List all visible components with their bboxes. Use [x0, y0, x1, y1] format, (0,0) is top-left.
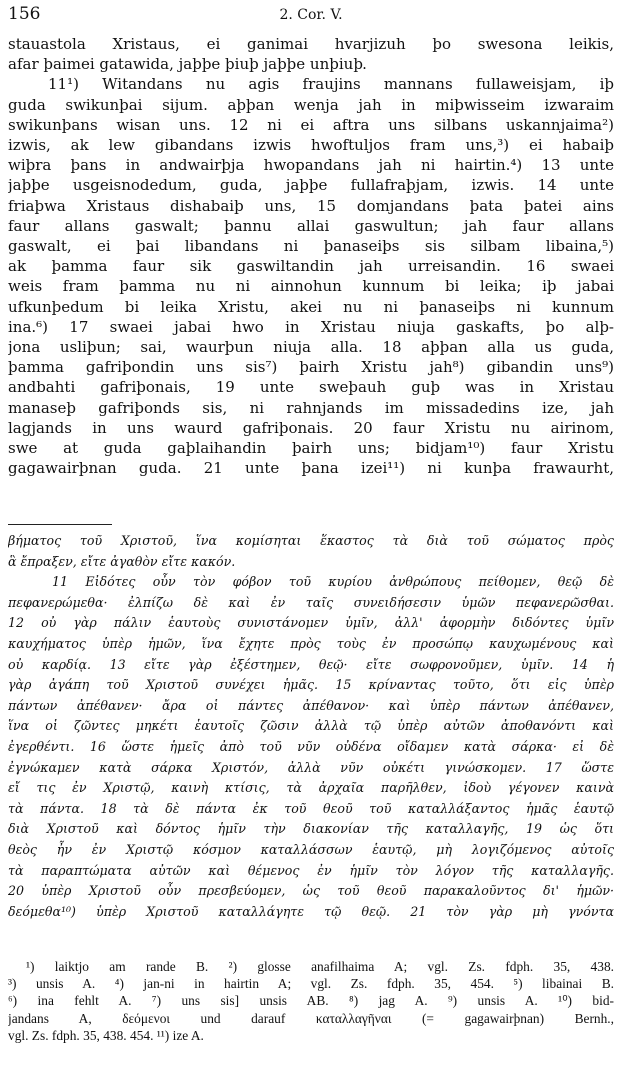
gothic-line: 11¹) Witandans nu agis fraujins mannans fullaweisjam, iþ [48, 75, 614, 94]
gothic-line: jaþþe usgeisnodedum, guda, jaþþe fullafraþjam, izwis. 14 unte [8, 176, 614, 195]
gothic-line: gagawairþnan guda. 21 unte þana izei¹¹) ni kunþa frawaurht, [8, 459, 614, 478]
section-divider [8, 524, 112, 525]
page-number: 156 [8, 4, 41, 24]
greek-line: 11 Εἰδότες οὖν τὸν φόβον τοῦ κυρίου ἀνθρώπους πείθομεν, θεῷ δὲ [52, 574, 614, 590]
gothic-line: ufkunþedum bi leika Xristu, akei nu ni þanaseiþs ni kunnum [8, 297, 614, 316]
gothic-line: gaswalt, ei þai libandans ni þanaseiþs sis silbam libaina,⁵) [8, 237, 614, 256]
gothic-line: wiþra þans in andwairþja hwopandans jah ni hairtin.⁴) 13 unte [8, 156, 614, 175]
greek-line: ἐγερθέντι. 16 ὥστε ἡμεῖς ἀπὸ τοῦ νῦν οὐδένα οἴδαμεν κατὰ σάρκα· εἰ δὲ [8, 738, 614, 754]
gothic-line: þamma gafriþondin uns sis⁷) þairh Xristu jah⁸) gibandin uns⁹) [8, 358, 614, 377]
gothic-line: manaseþ gafriþonds sis, ni rahnjands im missadedins ize, jah [8, 398, 614, 417]
greek-line: 12 οὐ γὰρ πάλιν ἑαυτοὺς συνιστάνομεν ὑμῖν, ἀλλ' ἀφορμὴν διδόντες ὑμῖν [8, 615, 614, 631]
gothic-line: izwis, ak lew gibandans izwis hwoftuljos fram uns,³) ei habaiþ [8, 136, 614, 155]
footnote-line: vgl. Zs. fdph. 35, 438. 454. ¹¹) ize A. [8, 1027, 204, 1043]
footnote-line: ⁶) ina fehlt A. ⁷) uns sis] unsis AB. ⁸) jag A. ⁹) unsis A. ¹⁰) bid- [8, 993, 614, 1009]
greek-line: διὰ Χριστοῦ καὶ δόντος ἡμῖν τὴν διακονίαν τῆς καταλλαγῆς, 19 ὡς ὅτι [8, 821, 614, 837]
gothic-line: swe at guda gaþlaihandin þairh uns; bidjam¹⁰) faur Xristu [8, 439, 614, 458]
footnotes [8, 958, 614, 1044]
greek-line: θεὸς ἦν ἐν Χριστῷ κόσμον καταλλάσσων ἑαυτῷ, μὴ λογιζόμενος αὐτοῖς [8, 841, 614, 857]
gothic-line: ina.⁶) 17 swaei jabai hwo in Xristau niuja gaskafts, þo alþ- [8, 317, 614, 336]
greek-line: ἃ ἔπραξεν, εἴτε ἀγαθὸν εἴτε κακόν. [8, 553, 236, 569]
gothic-line: friaþwa Xristaus dishabaiþ uns, 15 domjandans þata þatei ains [8, 196, 614, 215]
gothic-line: swikunþans wisan uns. 12 ni ei aftra uns silbans uskannjaima²) [8, 115, 614, 134]
greek-line: γὰρ ἀγάπη τοῦ Χριστοῦ συνέχει ἡμᾶς. 15 κρίναντας τοῦτο, ὅτι εἰς ὑπὲρ [8, 677, 614, 693]
greek-line: πεφανερώμεθα· ἐλπίζω δὲ καὶ ἐν ταῖς συνειδήσεσιν ὑμῶν πεφανερῶσθαι. [8, 594, 614, 610]
greek-line: τὰ πάντα. 18 τὰ δὲ πάντα ἐκ τοῦ θεοῦ τοῦ καταλλάξαντος ἡμᾶς ἑαυτῷ [8, 800, 614, 816]
book-page [8, 0, 614, 1089]
greek-line: πάντων ἀπέθανεν· ἄρα οἱ πάντες ἀπέθανον· καὶ ὑπὲρ πάντων ἀπέθανεν, [8, 697, 614, 713]
greek-line: δεόμεθα¹⁰) ὑπὲρ Χριστοῦ καταλλάγητε τῷ θεῷ. 21 τὸν γὰρ μὴ γνόντα [8, 903, 614, 919]
greek-line: 20 ὑπὲρ Χριστοῦ οὖν πρεσβεύομεν, ὡς τοῦ θεοῦ παρακαλοῦντος δι' ἡμῶν· [8, 883, 614, 899]
footnote-line: ³) unsis A. ⁴) jan-ni in hairtin A; vgl. Zs. fdph. 35, 454. ⁵) libainai B. [8, 976, 614, 992]
gothic-line: andbahti gafriþonais, 19 unte sweþauh guþ was in Xristau [8, 378, 614, 397]
greek-line: εἴ τις ἐν Χριστῷ, καινὴ κτίσις, τὰ ἀρχαῖα παρῆλθεν, ἰδοὺ γέγονεν καινὰ [8, 780, 614, 796]
greek-line: οὐ καρδίᾳ. 13 εἴτε γὰρ ἐξέστημεν, θεῷ· εἴτε σωφρονοῦμεν, ὑμῖν. 14 ἡ [8, 656, 614, 672]
page-header [8, 4, 614, 26]
gothic-line: faur allans gaswalt; þannu allai gaswultun; jah faur allans [8, 216, 614, 235]
gothic-line: ak þamma faur sik gaswiltandin jah urreisandin. 16 swaei [8, 257, 614, 276]
greek-line: ἐγνώκαμεν κατὰ σάρκα Χριστόν, ἀλλὰ νῦν οὐκέτι γινώσκομεν. 17 ὥστε [8, 759, 614, 775]
greek-line: τὰ παραπτώματα αὐτῶν καὶ θέμενος ἐν ἡμῖν τὸν λόγον τῆς καταλλαγῆς. [8, 862, 614, 878]
greek-line: καυχήματος ὑπὲρ ἡμῶν, ἵνα ἔχητε πρὸς τοὺς ἐν προσώπῳ καυχωμένους καὶ [8, 635, 614, 651]
gothic-line: guda swikunþai sijum. aþþan wenja jah in miþwisseim izwaraim [8, 95, 614, 114]
gothic-line: lagjands in uns waurd gafriþonais. 20 faur Xristu nu airinom, [8, 418, 614, 437]
gothic-text-block [8, 34, 614, 478]
greek-text-block [8, 531, 614, 922]
gothic-line: weis fram þamma nu ni ainnohun kunnum bi leika; iþ jabai [8, 277, 614, 296]
greek-line: ἵνα οἱ ζῶντες μηκέτι ἑαυτοῖς ζῶσιν ἀλλὰ τῷ ὑπὲρ αὐτῶν ἀποθανόντι καὶ [8, 718, 614, 734]
footnote-line: ¹) laiktjo am rande B. ²) glosse anafilhaima A; vgl. Zs. fdph. 35, 438. [26, 959, 614, 974]
greek-line: βήματος τοῦ Χριστοῦ, ἵνα κομίσηται ἕκαστος τὰ διὰ τοῦ σώματος πρὸς [8, 533, 614, 548]
footnote-line: jandans A, δεόμενοι und darauf καταλλαγῆναι (= gagawairþnan) Bernh., [8, 1010, 614, 1026]
gothic-line: afar þaimei gatawida, jaþþe þiuþ jaþþe unþiuþ. [8, 55, 367, 74]
gothic-line: jona usliþun; sai, waurþun niuja alla. 18 aþþan alla us guda, [8, 338, 614, 357]
gothic-line: stauastola Xristaus, ei ganimai hvarjizuh þo swesona leikis, [8, 35, 614, 53]
running-title: 2. Cor. V. [279, 7, 343, 23]
